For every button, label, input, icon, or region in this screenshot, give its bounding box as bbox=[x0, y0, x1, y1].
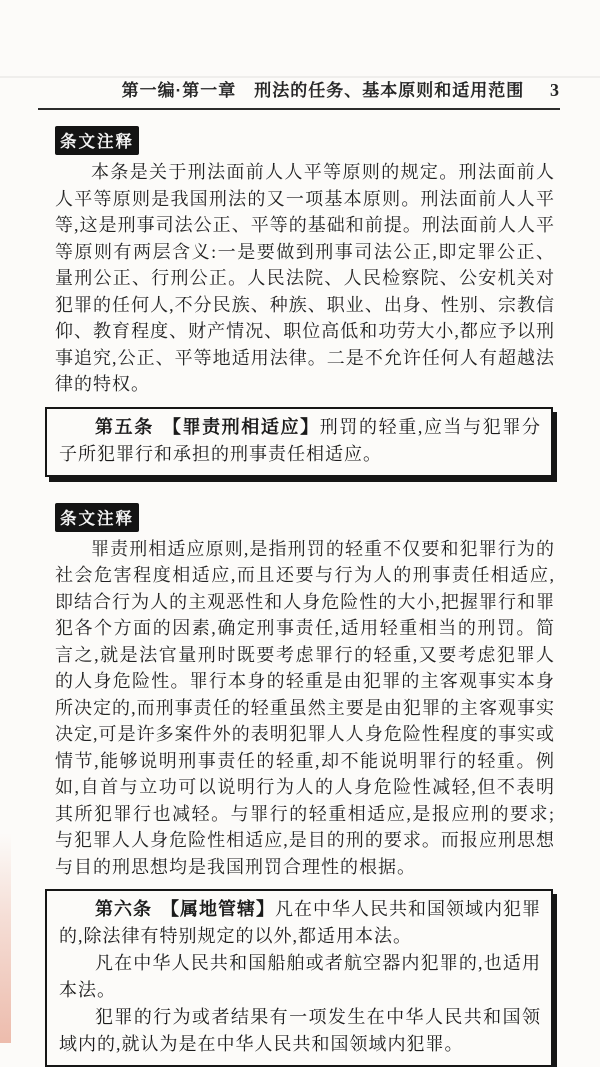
annotation-paragraph-1: 本条是关于刑法面前人人平等原则的规定。刑法面前人人平等原则是我国刑法的又一项基本原则。刑法面前人人平等,这是刑事司法公正、平等的基础和前提。刑法面前人人平等原则有两层含义:一是要做到刑事司法公正,即定罪公正、量刑公正、行刑公正。人民法院、人民检察院、公安机关对犯罪的任何人,不分民族、种族、职业、出身、性别、宗教信仰、教育程度、财产情况、职位高低和功劳大小,都应予以刑事追究,公正、平等地适用法律。二是不允许任何人有超越法律的特权。 bbox=[55, 162, 555, 394]
page-header bbox=[38, 76, 560, 110]
book-page bbox=[0, 76, 600, 1054]
article-5-title: 【罪责刑相适应】 bbox=[162, 416, 320, 437]
annotation-paragraph-2: 罪责刑相适应原则,是指刑罚的轻重不仅要和犯罪行为的社会危害程度相适应,而且还要与行为人的刑事责任相适应,即结合行为人的主观恶性和人身危险性的大小,把握罪行和罪犯各个方面的因素,确定刑事责任,适用轻重相当的刑罚。简言之,就是法官量刑时既要考虑罪行的轻重,又要考虑犯罪人的人身危险性。罪行本身的轻重是由犯罪的主客观事实本身所决定的,而刑事责任的轻重虽然主要是由犯罪的主客观事实决定,可是许多案件外的表明犯罪人人身危险性程度的事实或情节,能够说明刑事责任的轻重,却不能说明罪行的轻重。例如,自首与立功可以说明行为人的人身危险性减轻,但不表明其所犯罪行也减轻。与罪行的轻重相适应,是报应刑的要求;与犯罪人人身危险性相适应,是目的刑的要求。而报应刑思想与目的刑思想均是我国刑罚合理性的根据。 bbox=[55, 538, 555, 877]
chapter-title: 第一编·第一章 刑法的任务、基本原则和适用范围 bbox=[121, 81, 525, 100]
article-6-title: 【属地管辖】 bbox=[161, 899, 275, 919]
page-number: 3 bbox=[550, 80, 560, 100]
article-5-number: 第五条 bbox=[95, 416, 154, 437]
annotation-label-2: 条文注释 bbox=[55, 503, 139, 532]
article-6-text-1 bbox=[59, 896, 541, 950]
article-5-body: 刑罚的轻重,应当与犯罪分子所犯罪行和承担的刑事责任相适应。 bbox=[59, 416, 542, 464]
article-6-number: 第六条 bbox=[95, 899, 152, 919]
article-6-box bbox=[45, 889, 553, 1067]
article-6-text-2: 凡在中华人民共和国船舶或者航空器内犯罪的,也适用本法。 bbox=[59, 953, 541, 1000]
article-6-text-3: 犯罪的行为或者结果有一项发生在中华人民共和国领域内的,就认为是在中华人民共和国领域内犯罪。 bbox=[59, 1007, 541, 1054]
scan-artifact-left-edge bbox=[0, 833, 11, 1043]
annotation-label-1: 条文注释 bbox=[55, 126, 139, 155]
article-5-box bbox=[45, 407, 553, 477]
article-5-text bbox=[59, 414, 541, 468]
article-6-body-1: 凡在中华人民共和国领域内犯罪的,除法律有特别规定的以外,都适用本法。 bbox=[59, 899, 541, 946]
